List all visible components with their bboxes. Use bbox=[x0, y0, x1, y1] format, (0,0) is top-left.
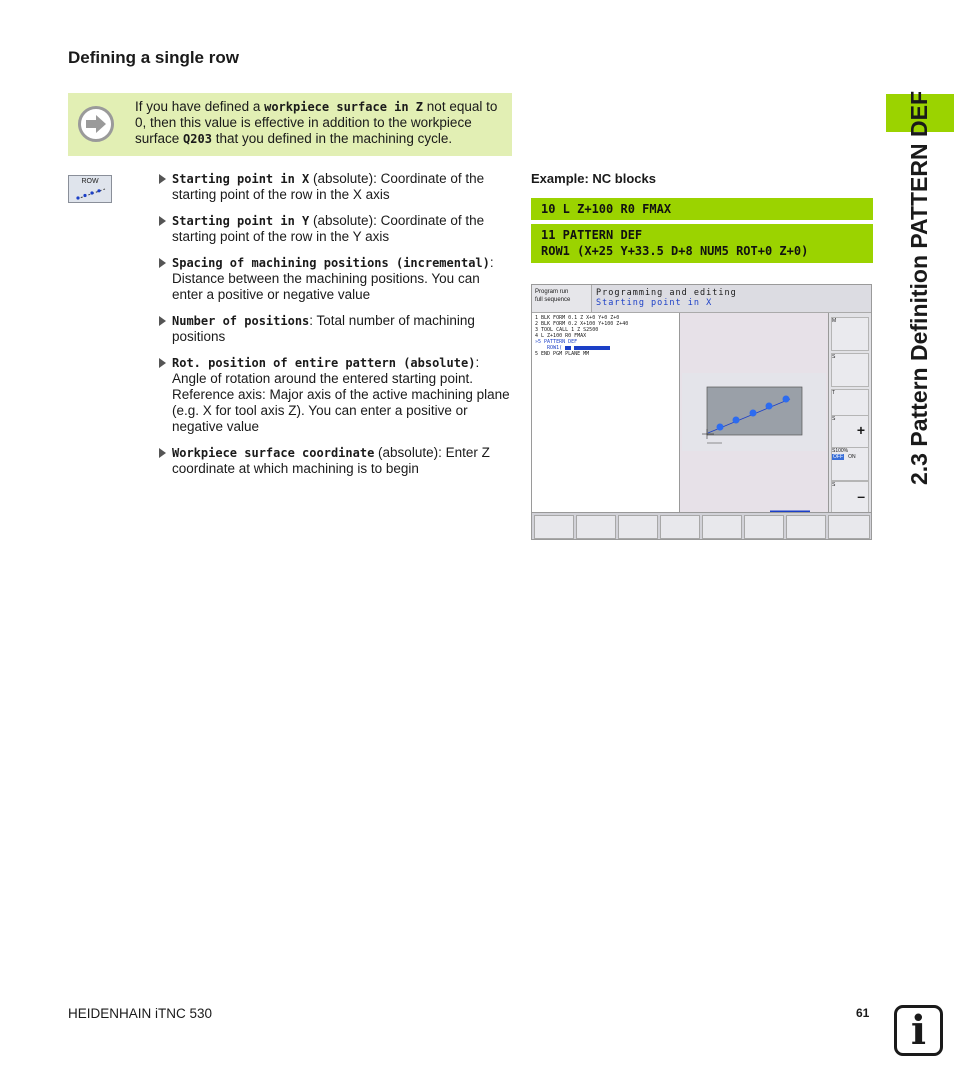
screen-softkey bbox=[828, 515, 870, 539]
side-key bbox=[831, 317, 869, 351]
program-line: 1 BLK FORM 0.1 Z X+0 Y+0 Z+0 bbox=[535, 315, 620, 321]
side-key-label: T bbox=[832, 390, 836, 396]
screen-help-graphic bbox=[680, 313, 828, 512]
program-line: 5 END PGM PLANE MM bbox=[535, 351, 590, 357]
nc-line: ROW1 (X+25 Y+33.5 D+8 NUM5 ROT+0 Z+0) bbox=[541, 244, 809, 258]
screen-header-title: Programming and editing bbox=[596, 288, 737, 298]
side-key-label: S100% bbox=[832, 448, 849, 454]
triangle-bullet-icon bbox=[159, 316, 166, 326]
triangle-bullet-icon bbox=[159, 174, 166, 184]
triangle-bullet-icon bbox=[159, 358, 166, 368]
screen-softkey bbox=[744, 515, 784, 539]
param-item bbox=[158, 171, 510, 203]
note-text bbox=[135, 99, 505, 147]
input-bar-icon bbox=[574, 346, 610, 350]
off-label: OFF bbox=[833, 454, 843, 460]
on-label: ON bbox=[848, 454, 856, 460]
param-code: Starting point in X bbox=[172, 172, 310, 186]
param-text: (absolute): Coordinate of the starting point of the row in the Y axis bbox=[172, 213, 485, 244]
parameter-list bbox=[158, 171, 510, 487]
nc-block bbox=[531, 224, 873, 263]
row-softkey-label: ROW bbox=[81, 178, 99, 185]
screen-softkey bbox=[534, 515, 574, 539]
param-code: Rot. position of entire pattern (absolute) bbox=[172, 356, 476, 370]
param-text: : Angle of rotation around the entered starting point. Reference axis: Major axis of the active machining plane (e.g. X for tool axis Z). You can enter a positive or negative value bbox=[172, 355, 510, 434]
param-text: : Distance between the machining positions. You can enter a positive or negative value bbox=[172, 255, 494, 302]
info-icon: i bbox=[894, 1005, 943, 1056]
param-code: Workpiece surface coordinate bbox=[172, 446, 375, 460]
param-item bbox=[158, 355, 510, 435]
param-item bbox=[158, 313, 510, 345]
cursor-icon bbox=[565, 346, 571, 350]
plus-icon: + bbox=[856, 422, 865, 438]
note-code-2: Q203 bbox=[183, 132, 212, 146]
note-text-1: If you have defined a bbox=[135, 99, 265, 114]
footer-brand: HEIDENHAIN iTNC 530 bbox=[68, 1006, 213, 1021]
nc-block: 10 L Z+100 R0 FMAX bbox=[531, 198, 873, 220]
example-label: Example: NC blocks bbox=[531, 171, 656, 186]
param-item bbox=[158, 255, 510, 303]
triangle-bullet-icon bbox=[159, 448, 166, 458]
row-softkey-image bbox=[68, 175, 112, 203]
note-code-1: workpiece surface in Z bbox=[264, 100, 424, 114]
side-key bbox=[831, 415, 869, 449]
screen-softkey bbox=[618, 515, 658, 539]
side-key bbox=[831, 447, 869, 481]
program-line-active: »5 PATTERN DEF bbox=[535, 339, 578, 345]
page-number: 61 bbox=[856, 1006, 870, 1020]
side-chapter-title-text: 2.3 Pattern Definition PATTERN DEF bbox=[906, 90, 932, 485]
screen-softkey bbox=[660, 515, 700, 539]
screen-mode-line: Program run bbox=[535, 289, 569, 295]
note-text-3: that you defined in the machining cycle. bbox=[211, 131, 453, 146]
tnc-screen-image bbox=[531, 284, 872, 540]
side-key-label: S bbox=[832, 416, 836, 422]
screen-softkey-bar bbox=[532, 512, 871, 540]
program-line: 3 TOOL CALL 1 Z S2500 bbox=[535, 327, 599, 333]
screen-softkey bbox=[702, 515, 742, 539]
program-line: 4 L Z+100 R0 FMAX bbox=[535, 333, 587, 339]
screen-softkey bbox=[576, 515, 616, 539]
triangle-bullet-icon bbox=[159, 216, 166, 226]
side-key bbox=[831, 481, 869, 515]
row-pattern-icon bbox=[75, 187, 107, 201]
program-line: 2 BLK FORM 0.2 X+100 Y+100 Z+40 bbox=[535, 321, 629, 327]
arrow-right-icon bbox=[78, 106, 114, 142]
param-item bbox=[158, 445, 510, 477]
side-key bbox=[831, 353, 869, 387]
row-help-graphic bbox=[680, 313, 828, 512]
param-code: Spacing of machining positions (incremental) bbox=[172, 256, 490, 270]
nc-line: 11 PATTERN DEF bbox=[541, 228, 643, 242]
side-key-label: M bbox=[832, 318, 837, 324]
side-key-label: S bbox=[832, 482, 836, 488]
param-text: : Total number of machining positions bbox=[172, 313, 475, 344]
screen-mode-panel bbox=[532, 285, 592, 313]
screen-header-subtitle: Starting point in X bbox=[596, 298, 713, 308]
note-text-2: not equal to 0, then this value is effective in addition to the workpiece surface bbox=[135, 99, 498, 146]
side-key-label: S bbox=[832, 354, 836, 360]
screen-program-list bbox=[532, 313, 680, 512]
minus-icon: – bbox=[857, 488, 865, 504]
screen-mode-line: full sequence bbox=[535, 297, 571, 303]
screen-header bbox=[592, 285, 871, 313]
param-text: (absolute): Enter Z coordinate at which machining is to begin bbox=[172, 445, 490, 476]
param-text: (absolute): Coordinate of the starting point of the row in the X axis bbox=[172, 171, 485, 202]
param-item bbox=[158, 213, 510, 245]
triangle-bullet-icon bbox=[159, 258, 166, 268]
param-code: Number of positions bbox=[172, 314, 310, 328]
param-code: Starting point in Y bbox=[172, 214, 310, 228]
screen-side-keys bbox=[828, 313, 871, 512]
program-sub-label: ROW1( bbox=[547, 345, 563, 351]
screen-softkey bbox=[786, 515, 826, 539]
section-title: Defining a single row bbox=[68, 48, 239, 67]
note-box bbox=[68, 93, 512, 156]
